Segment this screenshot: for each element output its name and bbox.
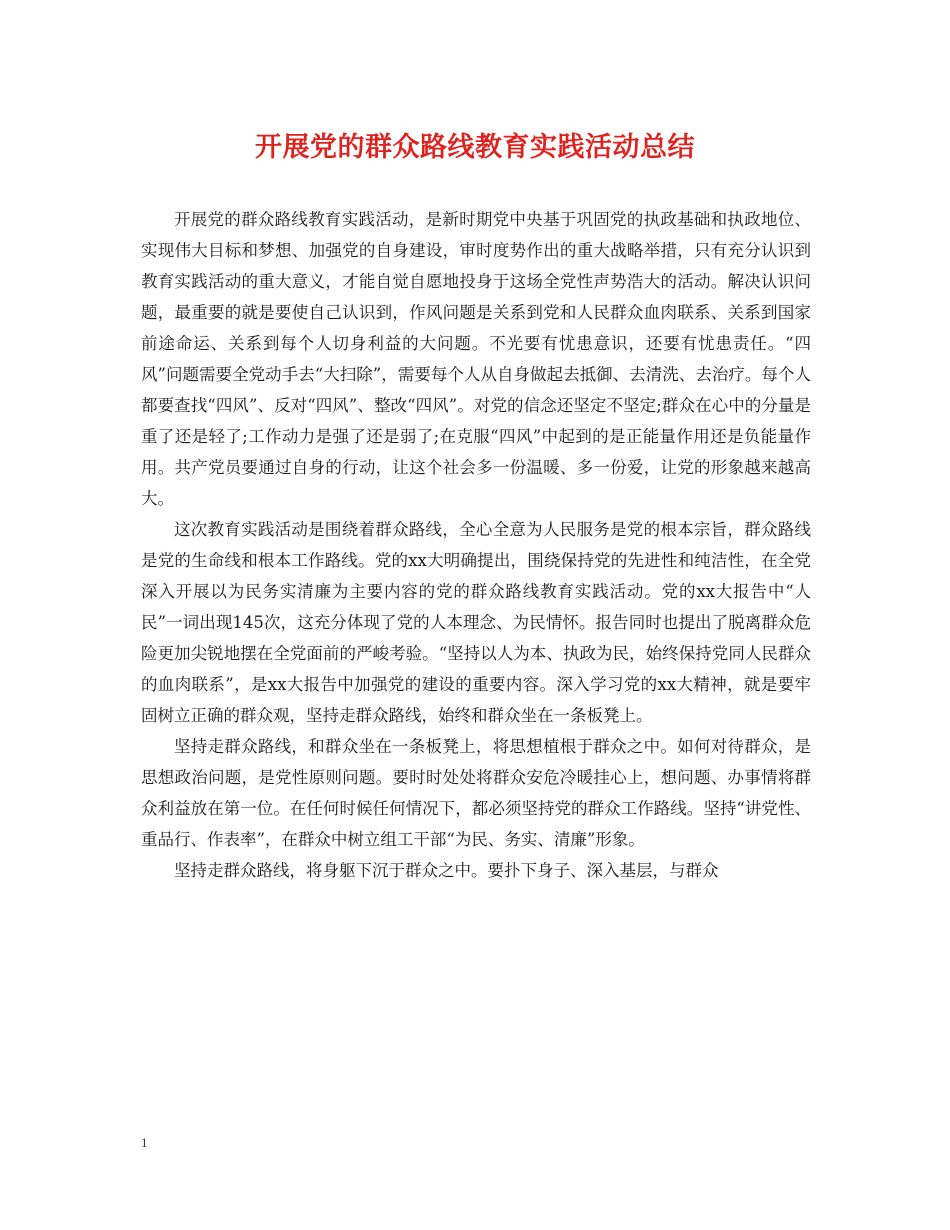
paragraph-4: 坚持走群众路线，将身躯下沉于群众之中。要扑下身子、深入基层，与群众 — [174, 861, 719, 880]
paragraph-2: 这次教育实践活动是围绕着群众路线，全心全意为人民服务是党的根本宗旨，群众路线是党的生命线和根本工作路线。党的xx大明确提出，围绕保持党的先进性和纯洁性，在全党深入开展以为民务实清廉为主要内容的党的群众路线教育实践活动。党的xx大报告中“人民”一词出现145次，这充分体现了党的人本理念、为民情怀。报告同时也提出了脱离群众危险更加尖锐地摆在全党面前的严峻考验。“坚持以人为本、执政为民，始终保持党同人民群众的血肉联系”，是xx大报告中加强党的建设的重要内容。深入学习党的xx大精神，就是要牢固树立正确的群众观，坚持走群众路线，始终和群众坐在一条板凳上。 — [141, 520, 811, 725]
paragraph-3: 坚持走群众路线，和群众坐在一条板凳上，将思想植根于群众之中。如何对待群众，是思想政治问题，是党性原则问题。要时时处处将群众安危冷暖挂心上，想问题、办事情将群众利益放在第一位。在任何时候任何情况下，都必须坚持党的群众工作路线。坚持“讲党性、重品行、作表率”，在群众中树立组工干部“为民、务实、清廉”形象。 — [141, 737, 811, 849]
page-number: 1 — [141, 1135, 148, 1150]
paragraph-1: 开展党的群众路线教育实践活动，是新时期党中央基于巩固党的执政基础和执政地位、实现伟大目标和梦想、加强党的自身建设，审时度势作出的重大战略举措，只有充分认识到教育实践活动的重大意义，才能自觉自愿地投身于这场全党性声势浩大的活动。解决认识问题，最重要的就是要使自己认识到，作风问题是关系到党和人民群众血肉联系、关系到国家前途命运、关系到每个人切身利益的大问题。不光要有忧患意识，还要有忧患责任。“四风”问题需要全党动手去“大扫除”，需要每个人从自身做起去抵御、去清洗、去治疗。每个人都要查找“四风”、反对“四风”、整改“四风”。对党的信念还坚定不坚定;群众在心中的分量是重了还是轻了;工作动力是强了还是弱了;在克服“四风”中起到的是正能量作用还是负能量作用。共产党员要通过自身的行动，让这个社会多一份温暖、多一份爱，让党的形象越来越高大。 — [141, 210, 811, 508]
document-title: 开展党的群众路线教育实践活动总结 — [255, 132, 695, 163]
document-body — [141, 204, 811, 886]
